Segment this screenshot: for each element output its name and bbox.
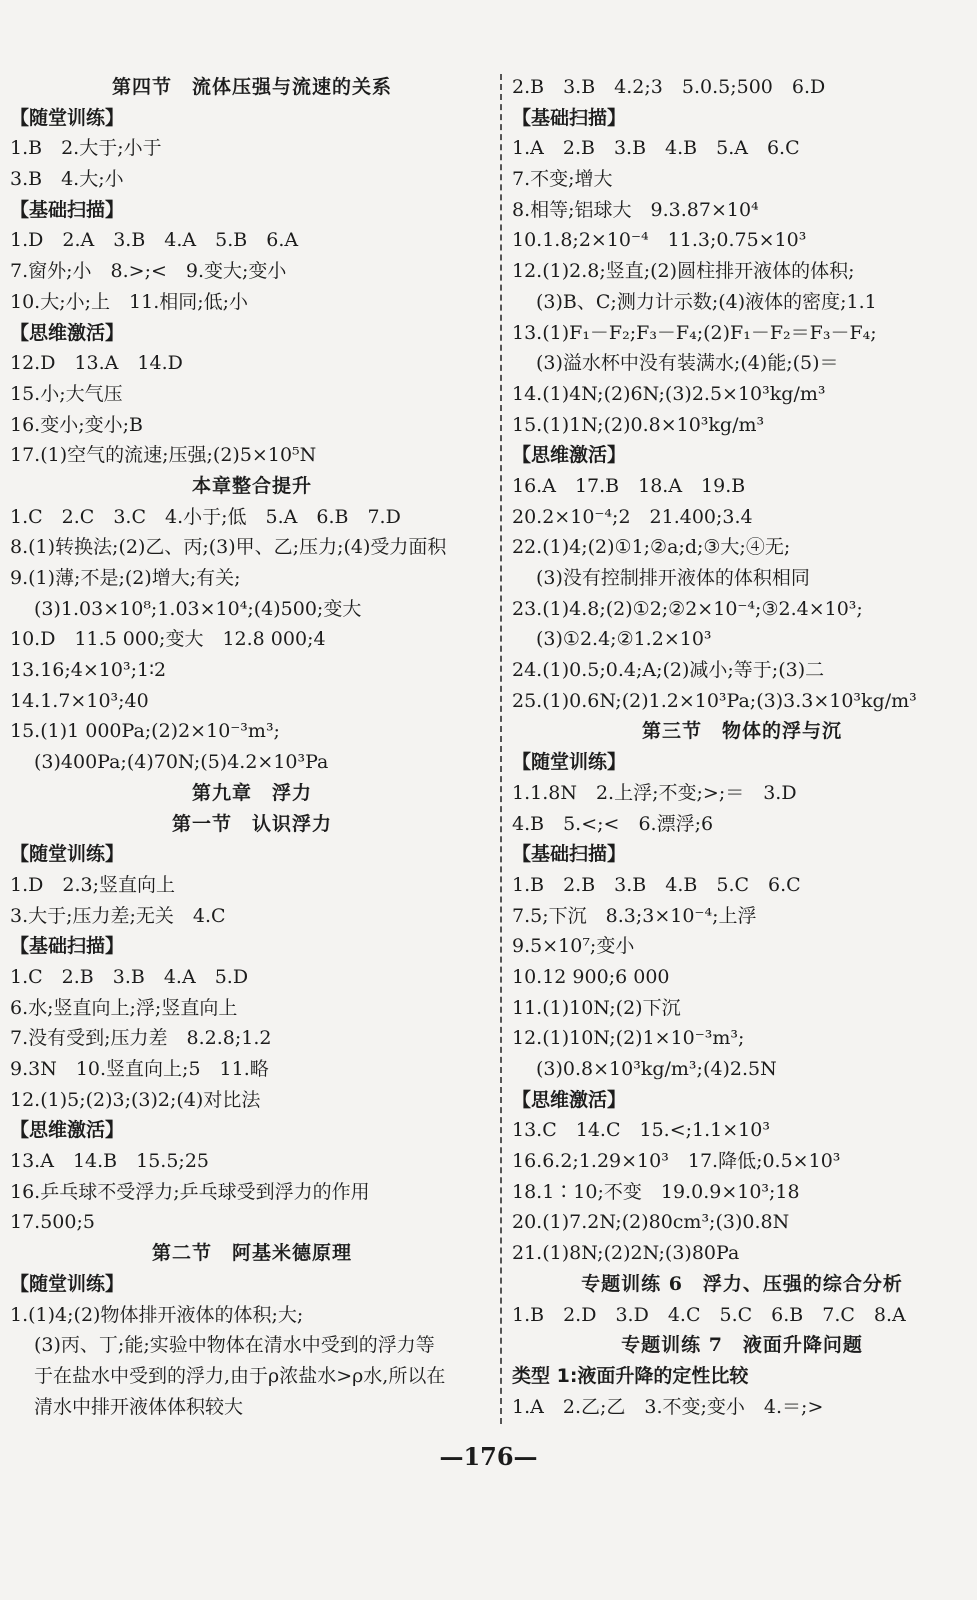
answer-line: 12.(1)5;(2)3;(3)2;(4)对比法 bbox=[10, 1088, 261, 1111]
answer-line: 15.(1)1N;(2)0.8×10³kg/m³ bbox=[512, 413, 765, 436]
answer-line-continued: (3)溢水杯中没有装满水;(4)能;(5)＝ bbox=[536, 352, 839, 375]
answer-line: 16.乒乓球不受浮力;乒乓球受到浮力的作用 bbox=[10, 1180, 370, 1203]
answer-line: 17.(1)空气的流速;压强;(2)5×10⁵N bbox=[10, 444, 317, 467]
type-heading: 类型 1:液面升降的定性比较 bbox=[512, 1364, 749, 1387]
answer-line: 16.A 17.B 18.A 19.B bbox=[512, 474, 746, 497]
page-number: —176— bbox=[439, 1442, 538, 1471]
answer-line: 1.D 2.3;竖直向上 bbox=[10, 873, 175, 896]
answer-line-continued: 清水中排开液体体积较大 bbox=[34, 1395, 244, 1418]
answer-line: 1.1.8N 2.上浮;不变;>;＝ 3.D bbox=[512, 781, 797, 804]
subsection-tag: 【基础扫描】 bbox=[512, 106, 627, 129]
answer-line: 1.C 2.C 3.C 4.小于;低 5.A 6.B 7.D bbox=[10, 505, 401, 528]
answer-line: 7.不变;增大 bbox=[512, 168, 613, 191]
answer-line: 1.B 2.D 3.D 4.C 5.C 6.B 7.C 8.A bbox=[512, 1303, 906, 1326]
answer-line-continued: 于在盐水中受到的浮力,由于ρ浓盐水>ρ水,所以在 bbox=[34, 1364, 446, 1387]
answer-line: 23.(1)4.8;(2)①2;②2×10⁻⁴;③2.4×10³; bbox=[512, 597, 863, 620]
answer-line-continued: (3)丙、丁;能;实验中物体在清水中受到的浮力等 bbox=[34, 1334, 435, 1357]
answer-line-continued: (3)1.03×10⁸;1.03×10⁴;(4)500;变大 bbox=[34, 597, 362, 620]
answer-line: 11.(1)10N;(2)下沉 bbox=[512, 996, 681, 1019]
answer-line: 16.6.2;1.29×10³ 17.降低;0.5×10³ bbox=[512, 1150, 841, 1173]
answer-line: 21.(1)8N;(2)2N;(3)80Pa bbox=[512, 1242, 740, 1265]
subsection-tag: 【基础扫描】 bbox=[10, 935, 125, 958]
answer-line: 20.2×10⁻⁴;2 21.400;3.4 bbox=[512, 505, 753, 528]
answer-line: 24.(1)0.5;0.4;A;(2)减小;等于;(3)二 bbox=[512, 659, 825, 682]
answer-line: 13.C 14.C 15.<;1.1×10³ bbox=[512, 1119, 770, 1142]
right-column bbox=[512, 72, 972, 1422]
answer-line: 10.D 11.5 000;变大 12.8 000;4 bbox=[10, 628, 326, 651]
answer-line: 1.A 2.乙;乙 3.不变;变小 4.＝;> bbox=[512, 1395, 824, 1418]
answer-line: 4.B 5.<;< 6.漂浮;6 bbox=[512, 812, 714, 835]
subsection-tag: 【基础扫描】 bbox=[10, 198, 125, 221]
section-heading: 第九章 浮力 bbox=[191, 781, 312, 804]
subsection-tag: 【思维激活】 bbox=[10, 1119, 125, 1142]
answer-line-continued: (3)B、C;测力计示数;(4)液体的密度;1.1 bbox=[536, 290, 877, 313]
answer-line: 7.没有受到;压力差 8.2.8;1.2 bbox=[10, 1027, 272, 1050]
section-heading: 专题训练 7 液面升降问题 bbox=[621, 1334, 863, 1357]
answer-line: 16.变小;变小;B bbox=[10, 413, 143, 436]
answer-line: 15.(1)1 000Pa;(2)2×10⁻³m³; bbox=[10, 720, 280, 743]
answer-line: 18.1∶10;不变 19.0.9×10³;18 bbox=[512, 1180, 800, 1203]
answer-line: 10.大;小;上 11.相同;低;小 bbox=[10, 290, 249, 313]
answer-line: 7.窗外;小 8.>;< 9.变大;变小 bbox=[10, 260, 287, 283]
subsection-tag: 【基础扫描】 bbox=[512, 843, 627, 866]
answer-line: 12.(1)10N;(2)1×10⁻³m³; bbox=[512, 1027, 745, 1050]
section-heading: 第四节 流体压强与流速的关系 bbox=[111, 76, 392, 98]
section-heading: 本章整合提升 bbox=[191, 474, 312, 497]
left-column bbox=[10, 72, 494, 1422]
answer-line: 13.16;4×10³;1∶2 bbox=[10, 659, 167, 682]
answer-line: 15.小;大气压 bbox=[10, 382, 123, 405]
answer-line: 9.(1)薄;不是;(2)增大;有关; bbox=[10, 567, 241, 589]
subsection-tag: 【随堂训练】 bbox=[512, 751, 627, 774]
subsection-tag: 【思维激活】 bbox=[512, 1088, 627, 1111]
answer-line: 10.12 900;6 000 bbox=[512, 965, 670, 988]
answer-line: 3.B 4.大;小 bbox=[10, 168, 124, 191]
subsection-tag: 【随堂训练】 bbox=[10, 1272, 125, 1295]
answer-line: 13.A 14.B 15.5;25 bbox=[10, 1150, 209, 1173]
subsection-tag: 【思维激活】 bbox=[10, 321, 125, 344]
answer-line-continued: (3)①2.4;②1.2×10³ bbox=[536, 628, 712, 651]
answer-line: 8.(1)转换法;(2)乙、丙;(3)甲、乙;压力;(4)受力面积 bbox=[10, 536, 447, 559]
answer-line: 8.相等;铝球大 9.3.87×10⁴ bbox=[512, 198, 759, 221]
answer-line: 2.B 3.B 4.2;3 5.0.5;500 6.D bbox=[512, 76, 826, 98]
answer-line: 9.5×10⁷;变小 bbox=[512, 935, 635, 958]
answer-line: 1.(1)4;(2)物体排开液体的体积;大; bbox=[10, 1303, 304, 1326]
answer-line: 3.大于;压力差;无关 4.C bbox=[10, 904, 226, 927]
section-heading: 第一节 认识浮力 bbox=[171, 812, 332, 835]
answer-line-continued: (3)0.8×10³kg/m³;(4)2.5N bbox=[536, 1058, 777, 1080]
subsection-tag: 【思维激活】 bbox=[512, 444, 627, 467]
answer-line: 12.(1)2.8;竖直;(2)圆柱排开液体的体积; bbox=[512, 260, 855, 283]
answer-line: 1.C 2.B 3.B 4.A 5.D bbox=[10, 965, 249, 988]
answer-line: 1.D 2.A 3.B 4.A 5.B 6.A bbox=[10, 229, 299, 252]
answer-line-continued: (3)没有控制排开液体的体积相同 bbox=[536, 567, 810, 589]
answer-line: 14.1.7×10³;40 bbox=[10, 689, 149, 712]
section-heading: 第三节 物体的浮与沉 bbox=[641, 720, 842, 743]
answer-line: 10.1.8;2×10⁻⁴ 11.3;0.75×10³ bbox=[512, 229, 807, 252]
answer-line: 22.(1)4;(2)①1;②a;d;③大;④无; bbox=[512, 536, 791, 559]
column-divider bbox=[500, 74, 502, 1424]
answer-line: 12.D 13.A 14.D bbox=[10, 352, 183, 375]
answer-line: 9.3N 10.竖直向上;5 11.略 bbox=[10, 1058, 269, 1080]
section-heading: 第二节 阿基米德原理 bbox=[151, 1242, 352, 1265]
section-heading: 专题训练 6 浮力、压强的综合分析 bbox=[581, 1272, 903, 1295]
subsection-tag: 【随堂训练】 bbox=[10, 843, 125, 866]
answer-line: 25.(1)0.6N;(2)1.2×10³Pa;(3)3.3×10³kg/m³ bbox=[512, 689, 917, 712]
answer-line: 1.B 2.大于;小于 bbox=[10, 137, 162, 160]
subsection-tag: 【随堂训练】 bbox=[10, 106, 125, 129]
answer-line: 6.水;竖直向上;浮;竖直向上 bbox=[10, 996, 238, 1019]
answer-line: 13.(1)F₁－F₂;F₃－F₄;(2)F₁－F₂＝F₃－F₄; bbox=[512, 321, 877, 344]
answer-line: 7.5;下沉 8.3;3×10⁻⁴;上浮 bbox=[512, 904, 757, 927]
answer-line: 14.(1)4N;(2)6N;(3)2.5×10³kg/m³ bbox=[512, 382, 826, 405]
answer-line-continued: (3)400Pa;(4)70N;(5)4.2×10³Pa bbox=[34, 751, 329, 774]
answer-line: 1.B 2.B 3.B 4.B 5.C 6.C bbox=[512, 873, 801, 896]
answer-line: 1.A 2.B 3.B 4.B 5.A 6.C bbox=[512, 137, 800, 160]
answer-line: 20.(1)7.2N;(2)80cm³;(3)0.8N bbox=[512, 1211, 790, 1234]
answer-line: 17.500;5 bbox=[10, 1211, 95, 1234]
